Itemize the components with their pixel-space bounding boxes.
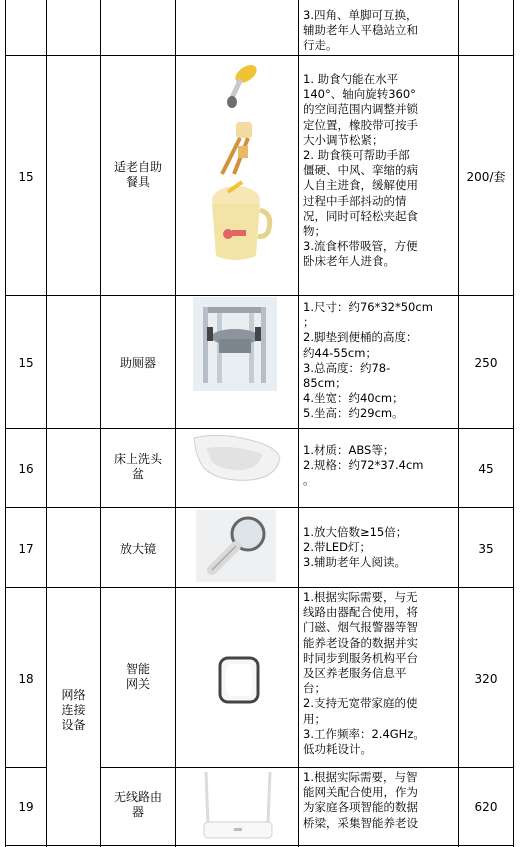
- spec-text: 1.根据实际需要，与智 能网关配合使用，作为 为家庭各项智能的数据 桥梁，采集智能养老设: [303, 770, 418, 830]
- grid-line: [5, 845, 514, 846]
- price: 35: [478, 542, 494, 556]
- spec-text: 1. 助食勺能在水平 140°、轴向旋转360° 的空间范围内调整并锁 定位置，橡胶带可按手 大小调节松紧； 2. 助食筷可帮助手部 僵硬、中风、挛缩的病 人自主进食，缓解使用 过程中手部抖动的情 况，同时可轻松夹起食 物； 3.流食杯带吸管，方便 卧床老年人进食。: [303, 72, 418, 269]
- price: 250: [474, 356, 498, 370]
- grid-line: [513, 0, 514, 847]
- commode-chair-image: [193, 297, 277, 391]
- wireless-router-image: [198, 770, 278, 842]
- grid-line: [458, 0, 459, 847]
- row-number: 15: [18, 356, 34, 370]
- magnifier-image: [196, 510, 276, 582]
- grid-line: [5, 55, 514, 56]
- grid-line: [5, 0, 6, 847]
- row-number: 19: [18, 800, 34, 814]
- price: 320: [474, 672, 498, 686]
- chopsticks-image: [212, 118, 272, 178]
- item-name: 适老自助 餐具: [113, 160, 162, 189]
- spec-text: 1.根据实际需要，与无 线路由器配合使用，将 门磁、烟气报警器等智 能养老设备的数据并实 时同步到服务机构平台 及区养老服务信息平 台； 2.支持无宽带家庭的使 用； 3.工作频率：2.4GHz。 低功耗设计。: [303, 590, 425, 757]
- grid-line: [100, 767, 514, 768]
- grid-line: [175, 0, 176, 847]
- price: 45: [478, 462, 494, 476]
- grid-line: [5, 507, 514, 508]
- item-name: 床上洗头 盆: [113, 452, 162, 481]
- row-number: 17: [18, 542, 34, 556]
- spec-text: 1.尺寸：约76*32*50cm ； 2.脚垫到便桶的高度： 约44-55cm； 3.总高度：约78- 85cm； 4.坐宽：约40cm； 5.坐高：约29cm。: [303, 300, 433, 421]
- category-label: 网络 连接 设备: [61, 688, 86, 732]
- price: 200/套: [466, 170, 506, 184]
- feeding-spoon-image: [220, 60, 266, 112]
- item-name: 无线路由 器: [113, 790, 162, 819]
- grid-line: [5, 587, 514, 588]
- spec-text: 3.四角、单脚可互换， 辅助老年人平稳站立和 行走。: [303, 8, 418, 53]
- grid-line: [100, 0, 101, 847]
- item-name: 助厕器: [119, 356, 156, 370]
- feeding-cup-image: [198, 180, 276, 266]
- spec-text: 1.材质：ABS等； 2.规格：约72*37.4cm 。: [303, 443, 424, 488]
- grid-line: [5, 767, 46, 768]
- item-name: 放大镜: [119, 542, 156, 556]
- hair-wash-basin-image: [190, 430, 284, 488]
- row-number: 15: [18, 170, 34, 184]
- item-name: 智能 网关: [125, 662, 150, 691]
- price: 620: [474, 800, 498, 814]
- spec-text: 1.放大倍数≥15倍； 2.带LED灯； 3.辅助老年人阅读。: [303, 525, 408, 570]
- row-number: 16: [18, 462, 34, 476]
- smart-gateway-image: [216, 654, 262, 706]
- grid-line: [298, 0, 299, 847]
- grid-line: [5, 428, 514, 429]
- grid-line: [5, 295, 514, 296]
- row-number: 18: [18, 672, 34, 686]
